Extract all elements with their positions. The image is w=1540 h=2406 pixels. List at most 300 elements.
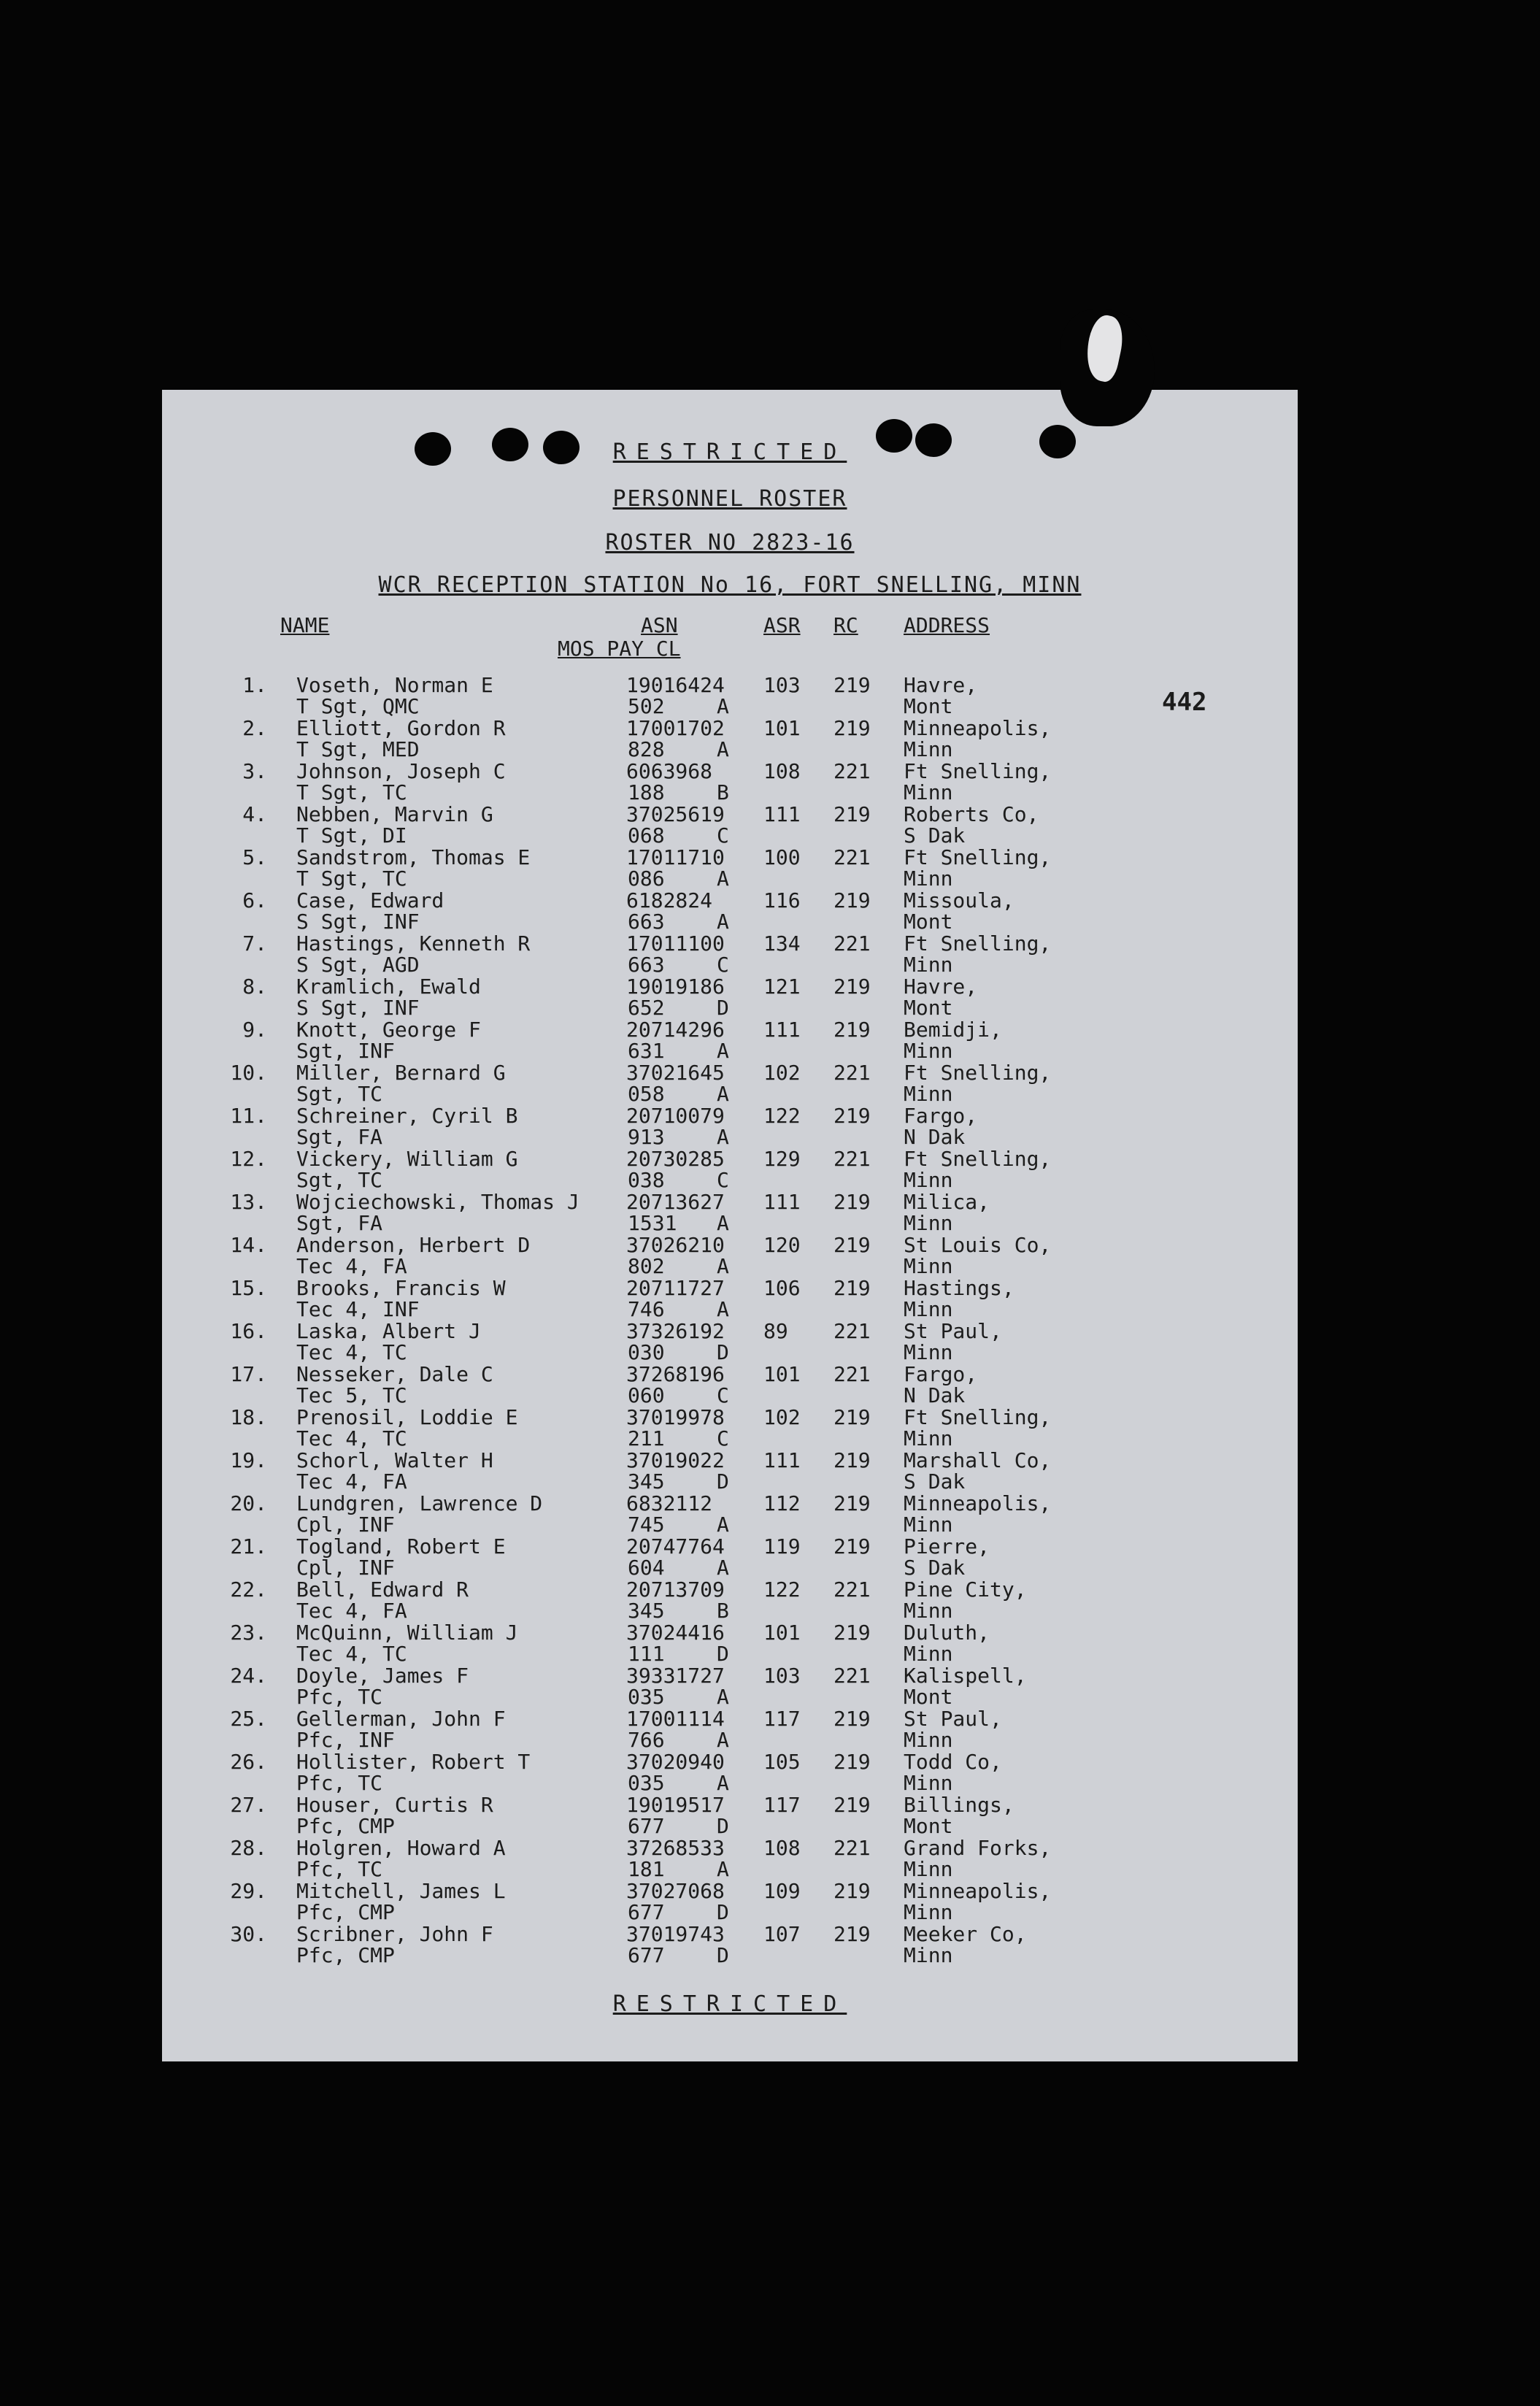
entry-name: Miller, Bernard G (296, 1061, 506, 1085)
entry-asr: 129 (763, 1147, 801, 1171)
entry-address-city: Roberts Co, (904, 802, 1039, 826)
column-header-rc: RC (833, 613, 858, 637)
entry-asr: 103 (763, 1664, 801, 1688)
entry-asr: 106 (763, 1276, 801, 1300)
entry-number: 21. (230, 1534, 267, 1558)
entry-asn: 20747764 (626, 1534, 725, 1558)
roster-entry (162, 1148, 1298, 1191)
entry-address-state: N Dak (904, 1383, 966, 1407)
entry-class: A (717, 1513, 729, 1537)
entry-address-state: Mont (904, 910, 953, 934)
entry-address-city: Pine City, (904, 1577, 1027, 1602)
entry-asn: 20710079 (626, 1104, 725, 1128)
entry-number: 3. (242, 759, 267, 783)
entry-name: Hollister, Robert T (296, 1750, 531, 1774)
entry-mos: 828 (628, 737, 665, 761)
entry-mos: 604 (628, 1556, 665, 1580)
entry-address-state: S Dak (904, 823, 966, 848)
entry-asn: 37326192 (626, 1319, 725, 1343)
entry-mos: 502 (628, 694, 665, 718)
entry-rc: 221 (833, 1664, 871, 1688)
entry-rank: T Sgt, MED (296, 737, 420, 761)
entry-rc: 219 (833, 975, 871, 999)
entry-name: Anderson, Herbert D (296, 1233, 531, 1257)
entry-number: 14. (230, 1233, 267, 1257)
roster-number: ROSTER NO 2823-16 (605, 530, 855, 556)
entry-number: 23. (230, 1621, 267, 1645)
entry-address-city: Ft Snelling, (904, 1147, 1052, 1171)
entry-mos: 913 (628, 1125, 665, 1149)
entry-name: Doyle, James F (296, 1664, 469, 1688)
entry-rc: 219 (833, 673, 871, 697)
entry-rc: 221 (833, 1577, 871, 1602)
entry-asn: 37019978 (626, 1405, 725, 1429)
entry-class: C (717, 953, 729, 977)
entry-asn: 19019517 (626, 1793, 725, 1817)
entry-rank: Tec 4, INF (296, 1297, 420, 1321)
entry-number: 2. (242, 716, 267, 740)
entry-asr: 111 (763, 1018, 801, 1042)
entry-mos: 030 (628, 1340, 665, 1364)
entry-name: Knott, George F (296, 1018, 481, 1042)
entry-rank: Pfc, INF (296, 1728, 395, 1752)
entry-name: Gellerman, John F (296, 1707, 506, 1731)
entry-address-state: Mont (904, 1685, 953, 1709)
entry-address-city: Todd Co, (904, 1750, 1002, 1774)
column-header-name: NAME (280, 613, 330, 637)
entry-mos: 746 (628, 1297, 665, 1321)
entry-address-city: Pierre, (904, 1534, 990, 1558)
entry-asn: 19019186 (626, 975, 725, 999)
entry-rc: 219 (833, 1233, 871, 1257)
entry-rc: 221 (833, 759, 871, 783)
roster-entry (162, 1880, 1298, 1923)
entry-name: Togland, Robert E (296, 1534, 506, 1558)
entry-rank: T Sgt, QMC (296, 694, 420, 718)
entry-class: A (717, 694, 729, 718)
entry-address-state: Minn (904, 1728, 953, 1752)
entry-rank: Pfc, CMP (296, 1900, 395, 1924)
entry-rc: 219 (833, 1879, 871, 1903)
entry-rc: 219 (833, 1448, 871, 1472)
roster-entry (162, 1062, 1298, 1105)
column-header-asn: ASN (641, 613, 678, 637)
entry-rc: 219 (833, 1104, 871, 1128)
entry-rank: Sgt, TC (296, 1082, 383, 1106)
entry-address-state: Minn (904, 1513, 953, 1537)
entry-rank: Tec 4, FA (296, 1254, 407, 1278)
entry-number: 22. (230, 1577, 267, 1602)
roster-entry (162, 976, 1298, 1019)
roster-list (162, 674, 1298, 1967)
entry-number: 10. (230, 1061, 267, 1085)
entry-asn: 37025619 (626, 802, 725, 826)
entry-address-city: Ft Snelling, (904, 1061, 1052, 1085)
entry-mos: 745 (628, 1513, 665, 1537)
entry-rc: 221 (833, 1147, 871, 1171)
entry-asr: 100 (763, 845, 801, 869)
entry-asr: 120 (763, 1233, 801, 1257)
roster-entry (162, 1019, 1298, 1062)
entry-rank: Pfc, TC (296, 1685, 383, 1709)
entry-asr: 117 (763, 1793, 801, 1817)
roster-entry (162, 1105, 1298, 1148)
entry-class: A (717, 1771, 729, 1795)
entry-number: 12. (230, 1147, 267, 1171)
entry-name: Kramlich, Ewald (296, 975, 481, 999)
entry-address-city: St Paul, (904, 1707, 1002, 1731)
entry-name: Hastings, Kenneth R (296, 931, 531, 956)
entry-rank: Tec 4, TC (296, 1426, 407, 1450)
entry-name: Schorl, Walter H (296, 1448, 493, 1472)
entry-mos: 035 (628, 1685, 665, 1709)
entry-number: 15. (230, 1276, 267, 1300)
entry-address-city: Havre, (904, 673, 978, 697)
roster-entry (162, 761, 1298, 804)
entry-name: Sandstrom, Thomas E (296, 845, 531, 869)
entry-class: A (717, 737, 729, 761)
entry-rc: 221 (833, 1319, 871, 1343)
entry-mos: 060 (628, 1383, 665, 1407)
entry-address-city: Ft Snelling, (904, 1405, 1052, 1429)
entry-name: Laska, Albert J (296, 1319, 481, 1343)
entry-asr: 122 (763, 1104, 801, 1128)
roster-entry (162, 933, 1298, 976)
roster-entry (162, 1191, 1298, 1234)
entry-rc: 219 (833, 1793, 871, 1817)
entry-rc: 219 (833, 1750, 871, 1774)
entry-rc: 219 (833, 1405, 871, 1429)
roster-entry (162, 1321, 1298, 1364)
entry-name: Schreiner, Cyril B (296, 1104, 518, 1128)
entry-address-city: St Louis Co, (904, 1233, 1052, 1257)
station-name: WCR RECEPTION STATION No 16, FORT SNELLING, MINN (378, 572, 1082, 598)
entry-asn: 17001114 (626, 1707, 725, 1731)
entry-class: D (717, 1642, 729, 1666)
entry-asr: 89 (763, 1319, 788, 1343)
entry-number: 19. (230, 1448, 267, 1472)
entry-rank: T Sgt, TC (296, 780, 407, 804)
entry-asr: 102 (763, 1061, 801, 1085)
entry-class: A (717, 1556, 729, 1580)
entry-mos: 058 (628, 1082, 665, 1106)
entry-number: 7. (242, 931, 267, 956)
entry-class: A (717, 1857, 729, 1881)
entry-mos: 663 (628, 910, 665, 934)
entry-name: Wojciechowski, Thomas J (296, 1190, 580, 1214)
entry-asr: 111 (763, 1190, 801, 1214)
entry-number: 6. (242, 888, 267, 912)
entry-rc: 219 (833, 1707, 871, 1731)
entry-number: 11. (230, 1104, 267, 1128)
entry-address-state: S Dak (904, 1469, 966, 1494)
entry-name: Vickery, William G (296, 1147, 518, 1171)
roster-entry (162, 1536, 1298, 1579)
entry-class: C (717, 1168, 729, 1192)
entry-asn: 6832112 (626, 1491, 713, 1515)
entry-number: 27. (230, 1793, 267, 1817)
entry-address-city: Ft Snelling, (904, 845, 1052, 869)
entry-asn: 37024416 (626, 1621, 725, 1645)
entry-asr: 101 (763, 1621, 801, 1645)
entry-name: Nebben, Marvin G (296, 802, 493, 826)
entry-class: D (717, 1943, 729, 1967)
entry-mos: 345 (628, 1599, 665, 1623)
entry-number: 28. (230, 1836, 267, 1860)
entry-mos: 111 (628, 1642, 665, 1666)
entry-address-state: Mont (904, 1814, 953, 1838)
entry-class: C (717, 1426, 729, 1450)
entry-mos: 677 (628, 1814, 665, 1838)
roster-entry (162, 1579, 1298, 1622)
roster-entry (162, 1794, 1298, 1837)
entry-address-state: Mont (904, 996, 953, 1020)
entry-class: C (717, 1383, 729, 1407)
entry-address-city: Duluth, (904, 1621, 990, 1645)
entry-mos: 188 (628, 780, 665, 804)
entry-class: A (717, 1685, 729, 1709)
entry-class: A (717, 1039, 729, 1063)
entry-address-state: Minn (904, 1943, 953, 1967)
entry-name: Brooks, Francis W (296, 1276, 506, 1300)
entry-rc: 221 (833, 845, 871, 869)
roster-entry (162, 1407, 1298, 1450)
roster-entry (162, 847, 1298, 890)
document-title: PERSONNEL ROSTER (612, 486, 847, 512)
entry-rc: 221 (833, 931, 871, 956)
entry-class: B (717, 780, 729, 804)
entry-asn: 20730285 (626, 1147, 725, 1171)
entry-name: Holgren, Howard A (296, 1836, 506, 1860)
entry-rank: Pfc, CMP (296, 1814, 395, 1838)
entry-number: 9. (242, 1018, 267, 1042)
entry-rank: Sgt, FA (296, 1125, 383, 1149)
entry-number: 17. (230, 1362, 267, 1386)
entry-number: 8. (242, 975, 267, 999)
roster-entry (162, 1277, 1298, 1321)
entry-address-city: Minneapolis, (904, 1879, 1052, 1903)
entry-rank: Pfc, TC (296, 1771, 383, 1795)
entry-address-city: Ft Snelling, (904, 759, 1052, 783)
entry-address-state: Minn (904, 1642, 953, 1666)
entry-address-state: Minn (904, 1426, 953, 1450)
entry-address-city: Minneapolis, (904, 716, 1052, 740)
entry-asn: 20714296 (626, 1018, 725, 1042)
entry-rc: 219 (833, 1534, 871, 1558)
entry-rc: 221 (833, 1061, 871, 1085)
entry-mos: 038 (628, 1168, 665, 1192)
entry-address-city: Marshall Co, (904, 1448, 1052, 1472)
entry-mos: 086 (628, 866, 665, 891)
entry-rank: Cpl, INF (296, 1513, 395, 1537)
entry-address-state: Minn (904, 1297, 953, 1321)
entry-class: A (717, 1211, 729, 1235)
entry-rank: T Sgt, DI (296, 823, 407, 848)
entry-class: D (717, 1469, 729, 1494)
entry-rank: Tec 4, FA (296, 1469, 407, 1494)
entry-asn: 37019022 (626, 1448, 725, 1472)
entry-asr: 122 (763, 1577, 801, 1602)
entry-mos: 677 (628, 1943, 665, 1967)
entry-mos: 181 (628, 1857, 665, 1881)
roster-entry (162, 890, 1298, 933)
roster-entry (162, 1450, 1298, 1493)
entry-number: 18. (230, 1405, 267, 1429)
entry-class: D (717, 1340, 729, 1364)
entry-mos: 211 (628, 1426, 665, 1450)
entry-asn: 19016424 (626, 673, 725, 697)
roster-entry (162, 1837, 1298, 1880)
entry-name: Houser, Curtis R (296, 1793, 493, 1817)
entry-number: 25. (230, 1707, 267, 1731)
entry-asn: 37021645 (626, 1061, 725, 1085)
entry-name: Bell, Edward R (296, 1577, 469, 1602)
entry-rc: 219 (833, 1621, 871, 1645)
entry-asn: 6063968 (626, 759, 713, 783)
entry-address-state: Minn (904, 1599, 953, 1623)
entry-class: C (717, 823, 729, 848)
entry-asr: 117 (763, 1707, 801, 1731)
entry-number: 5. (242, 845, 267, 869)
entry-asr: 101 (763, 716, 801, 740)
entry-asn: 17001702 (626, 716, 725, 740)
entry-rc: 219 (833, 1276, 871, 1300)
entry-rc: 221 (833, 1362, 871, 1386)
entry-name: Mitchell, James L (296, 1879, 506, 1903)
entry-number: 26. (230, 1750, 267, 1774)
entry-asr: 102 (763, 1405, 801, 1429)
roster-entry (162, 674, 1298, 718)
entry-class: D (717, 1814, 729, 1838)
entry-rank: Sgt, FA (296, 1211, 383, 1235)
roster-entry (162, 804, 1298, 847)
roster-entry (162, 1622, 1298, 1665)
entry-class: D (717, 1900, 729, 1924)
entry-asn: 37026210 (626, 1233, 725, 1257)
entry-mos: 631 (628, 1039, 665, 1063)
entry-number: 1. (242, 673, 267, 697)
entry-mos: 802 (628, 1254, 665, 1278)
entry-address-state: Minn (904, 1082, 953, 1106)
entry-address-city: Meeker Co, (904, 1922, 1027, 1946)
entry-asn: 37020940 (626, 1750, 725, 1774)
entry-rank: Tec 4, FA (296, 1599, 407, 1623)
entry-name: Nesseker, Dale C (296, 1362, 493, 1386)
entry-address-state: Minn (904, 1857, 953, 1881)
column-header-mos-pay-cl: MOS PAY CL (558, 637, 681, 661)
entry-name: Johnson, Joseph C (296, 759, 506, 783)
column-header-address: ADDRESS (904, 613, 990, 637)
entry-address-state: Minn (904, 780, 953, 804)
entry-rc: 219 (833, 802, 871, 826)
entry-asr: 107 (763, 1922, 801, 1946)
entry-rank: Tec 5, TC (296, 1383, 407, 1407)
entry-address-state: Minn (904, 1900, 953, 1924)
entry-address-state: Minn (904, 737, 953, 761)
entry-asn: 20713709 (626, 1577, 725, 1602)
entry-address-state: Minn (904, 866, 953, 891)
entry-rc: 219 (833, 1491, 871, 1515)
entry-mos: 068 (628, 823, 665, 848)
entry-number: 13. (230, 1190, 267, 1214)
entry-asn: 37268196 (626, 1362, 725, 1386)
entry-mos: 677 (628, 1900, 665, 1924)
entry-number: 4. (242, 802, 267, 826)
entry-asr: 112 (763, 1491, 801, 1515)
entry-address-state: Minn (904, 1039, 953, 1063)
entry-class: A (717, 1297, 729, 1321)
entry-mos: 766 (628, 1728, 665, 1752)
entry-address-city: Bemidji, (904, 1018, 1002, 1042)
roster-entry (162, 1493, 1298, 1536)
entry-asn: 20711727 (626, 1276, 725, 1300)
classification-header: RESTRICTED (612, 439, 847, 465)
classification-footer: RESTRICTED (612, 1991, 847, 2017)
entry-mos: 1531 (628, 1211, 677, 1235)
entry-asn: 37019743 (626, 1922, 725, 1946)
entry-class: A (717, 1254, 729, 1278)
entry-address-city: Milica, (904, 1190, 990, 1214)
entry-mos: 035 (628, 1771, 665, 1795)
entry-number: 16. (230, 1319, 267, 1343)
entry-rank: S Sgt, INF (296, 996, 420, 1020)
entry-address-city: Fargo, (904, 1362, 978, 1386)
entry-rank: Sgt, TC (296, 1168, 383, 1192)
entry-class: A (717, 1728, 729, 1752)
entry-address-city: Grand Forks, (904, 1836, 1052, 1860)
entry-asn: 6182824 (626, 888, 713, 912)
entry-address-city: Fargo, (904, 1104, 978, 1128)
entry-address-city: Missoula, (904, 888, 1015, 912)
entry-rc: 219 (833, 1190, 871, 1214)
entry-address-city: Billings, (904, 1793, 1015, 1817)
entry-class: B (717, 1599, 729, 1623)
entry-address-city: Kalispell, (904, 1664, 1027, 1688)
entry-rank: Tec 4, TC (296, 1340, 407, 1364)
entry-address-state: Minn (904, 953, 953, 977)
entry-asn: 20713627 (626, 1190, 725, 1214)
entry-asr: 111 (763, 1448, 801, 1472)
entry-number: 29. (230, 1879, 267, 1903)
entry-asr: 105 (763, 1750, 801, 1774)
entry-asn: 17011100 (626, 931, 725, 956)
entry-class: A (717, 866, 729, 891)
entry-number: 30. (230, 1922, 267, 1946)
entry-address-city: Hastings, (904, 1276, 1015, 1300)
entry-rc: 219 (833, 1018, 871, 1042)
entry-rank: Pfc, CMP (296, 1943, 395, 1967)
roster-entry (162, 1234, 1298, 1277)
entry-asr: 119 (763, 1534, 801, 1558)
entry-address-city: Havre, (904, 975, 978, 999)
entry-name: Lundgren, Lawrence D (296, 1491, 543, 1515)
entry-asr: 121 (763, 975, 801, 999)
entry-asn: 37268533 (626, 1836, 725, 1860)
entry-rc: 219 (833, 716, 871, 740)
entry-address-city: St Paul, (904, 1319, 1002, 1343)
entry-asr: 111 (763, 802, 801, 826)
roster-entry (162, 1364, 1298, 1407)
entry-rank: Sgt, INF (296, 1039, 395, 1063)
entry-mos: 652 (628, 996, 665, 1020)
entry-asr: 109 (763, 1879, 801, 1903)
entry-address-state: Minn (904, 1168, 953, 1192)
entry-rank: T Sgt, TC (296, 866, 407, 891)
entry-address-state: Minn (904, 1254, 953, 1278)
entry-rank: Pfc, TC (296, 1857, 383, 1881)
entry-asn: 37027068 (626, 1879, 725, 1903)
entry-class: A (717, 1082, 729, 1106)
